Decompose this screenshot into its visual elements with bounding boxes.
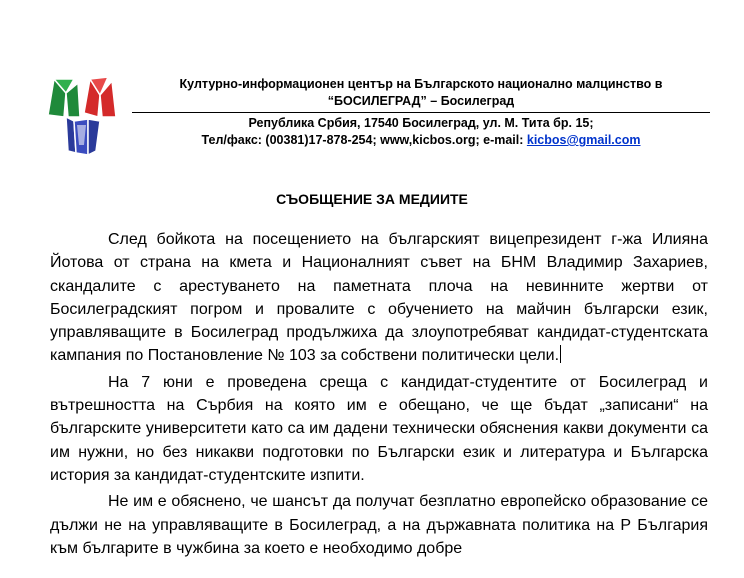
paragraph-2: На 7 юни е проведена среща с кандидат-студентите от Босилеград и вътрешността на Сърбия на която им е обещано, че ще бъдат „записани“ на българските университети като са им дадени технически обяснения какви документи са им нужни, но без никакви подготовки по Български език и литература и Българска история за кандидат-студентските изпити. — [50, 373, 708, 484]
address: Република Србия, 17540 Босилеград, ул. М. Тита бр. 15; — [248, 116, 594, 130]
document-body[interactable] — [50, 228, 708, 563]
letterhead — [132, 76, 710, 110]
contact-info: Тел/факс: (00381)17-878-254; www,kicbos.org; e-mail: — [201, 133, 527, 147]
contact-block — [132, 115, 710, 149]
paragraph-3: Не им е обяснено, че шансът да получат безплатно европейско образование се дължи не на управляващите в Босилеград, а на държавната политика на Р България към българите в чужбина за което е необходимо добре — [50, 493, 708, 557]
organization-logo — [44, 73, 122, 157]
header-divider — [132, 112, 710, 113]
organization-name-line2: “БОСИЛЕГРАД” – Босилеград — [327, 94, 515, 108]
paragraph-1-text: След бойкота на посещението на българският вицепрезидент г-жа Илияна Йотова от страна на кмета и Националният съвет на БНМ Владимир Захариев, скандалите с арестуването на паметната плоча на невинните жертви от Босилеградският погром и провалите с обучението на майчин български език, управляващите в Босилеград продължиха да злоупотребяват кандидат-студентската кампания по Постановление № 103 за собствени политически цели. — [50, 231, 708, 365]
contact-line — [132, 132, 710, 149]
organization-name: Културно-информационен център на Българското национално малцинство в — [179, 77, 663, 91]
paragraph-1 — [50, 228, 708, 368]
document-title: СЪОБЩЕНИЕ ЗА МЕДИИТЕ — [276, 191, 468, 207]
email-link[interactable]: kicbos@gmail.com — [526, 133, 641, 147]
text-cursor — [560, 345, 561, 363]
